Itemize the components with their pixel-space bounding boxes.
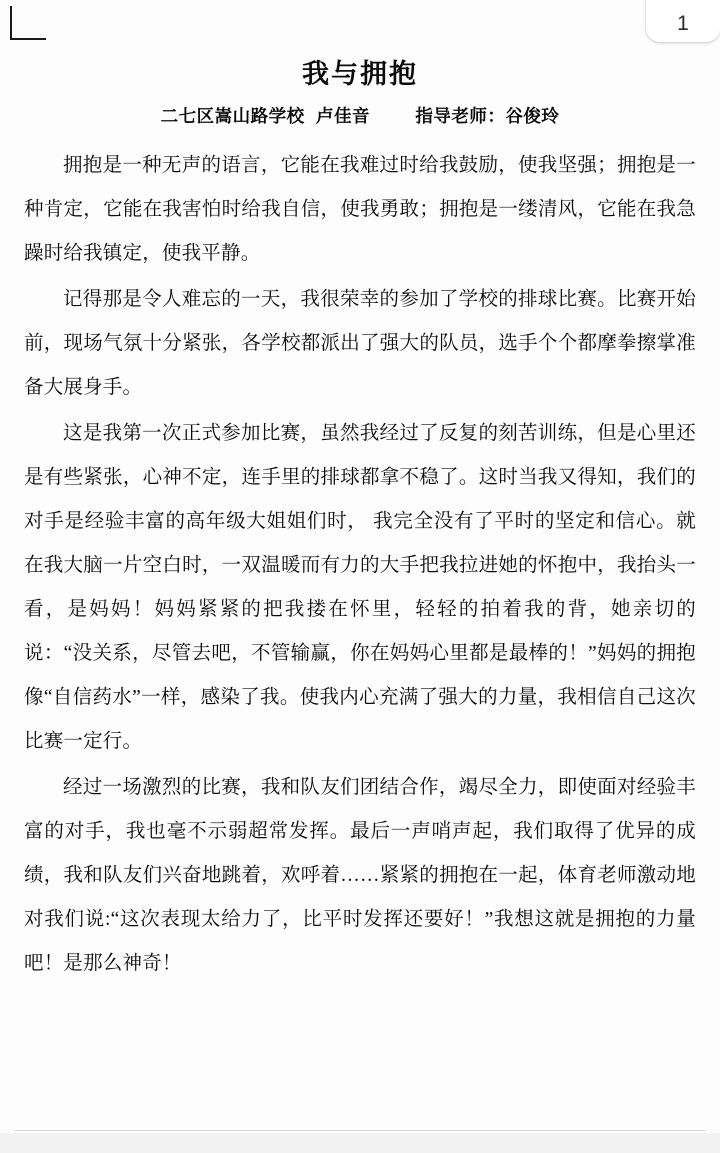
body-paragraph: 这是我第一次正式参加比赛，虽然我经过了反复的刻苦训练，但是心里还是有些紧张，心神不定，连手里的排球都拿不稳了。这时当我又得知，我们的对手是经验丰富的高年级大姐姐们时， 我完全没有了平时的坚定和信心。就在我大脑一片空白时，一双温暖而有力的大手把我拉进她的怀抱中，我抬头一看，是妈妈！妈妈紧紧的把我搂在怀里，轻轻的拍着我的背，她亲切的说：“没关系，尽管去吧，不管输赢，你在妈妈心里都是最棒的！”妈妈的拥抱像“自信药水”一样，感染了我。使我内心充满了强大的力量，我相信自己这次比赛一定行。 (24, 423, 696, 752)
byline (24, 103, 696, 128)
byline-advisor: 指导老师：谷俊玲 (415, 106, 560, 126)
byline-author: 卢佳音 (316, 106, 370, 126)
byline-school: 二七区嵩山路学校 (160, 106, 305, 126)
page-number-label: 1 (677, 12, 689, 35)
body-paragraph: 记得那是令人难忘的一天，我很荣幸的参加了学校的排球比赛。比赛开始前，现场气氛十分紧张，各学校都派出了强大的队员，选手个个都摩拳擦掌准备大展身手。 (24, 289, 696, 398)
body-paragraph: 拥抱是一种无声的语言，它能在我难过时给我鼓励，使我坚强；拥抱是一种肯定，它能在我害怕时给我自信，使我勇敢；拥抱是一缕清风，它能在我急躁时给我镇定，使我平静。 (24, 155, 696, 264)
page-number-badge (646, 0, 720, 42)
page-bottom-edge (0, 1133, 720, 1153)
corner-crop-mark (10, 6, 46, 40)
body-paragraph: 经过一场激烈的比赛，我和队友们团结合作，竭尽全力，即使面对经验丰富的对手，我也毫不示弱超常发挥。最后一声哨声起，我们取得了优异的成绩，我和队友们兴奋地跳着，欢呼着……紧紧的拥抱在一起，体育老师激动地对我们说:“这次表现太给力了，比平时发挥还要好！”我想这就是拥抱的力量吧！是那么神奇！ (24, 777, 696, 974)
page-title: 我与拥抱 (302, 59, 418, 89)
footer-divider (14, 1130, 706, 1131)
document-body (0, 44, 720, 988)
